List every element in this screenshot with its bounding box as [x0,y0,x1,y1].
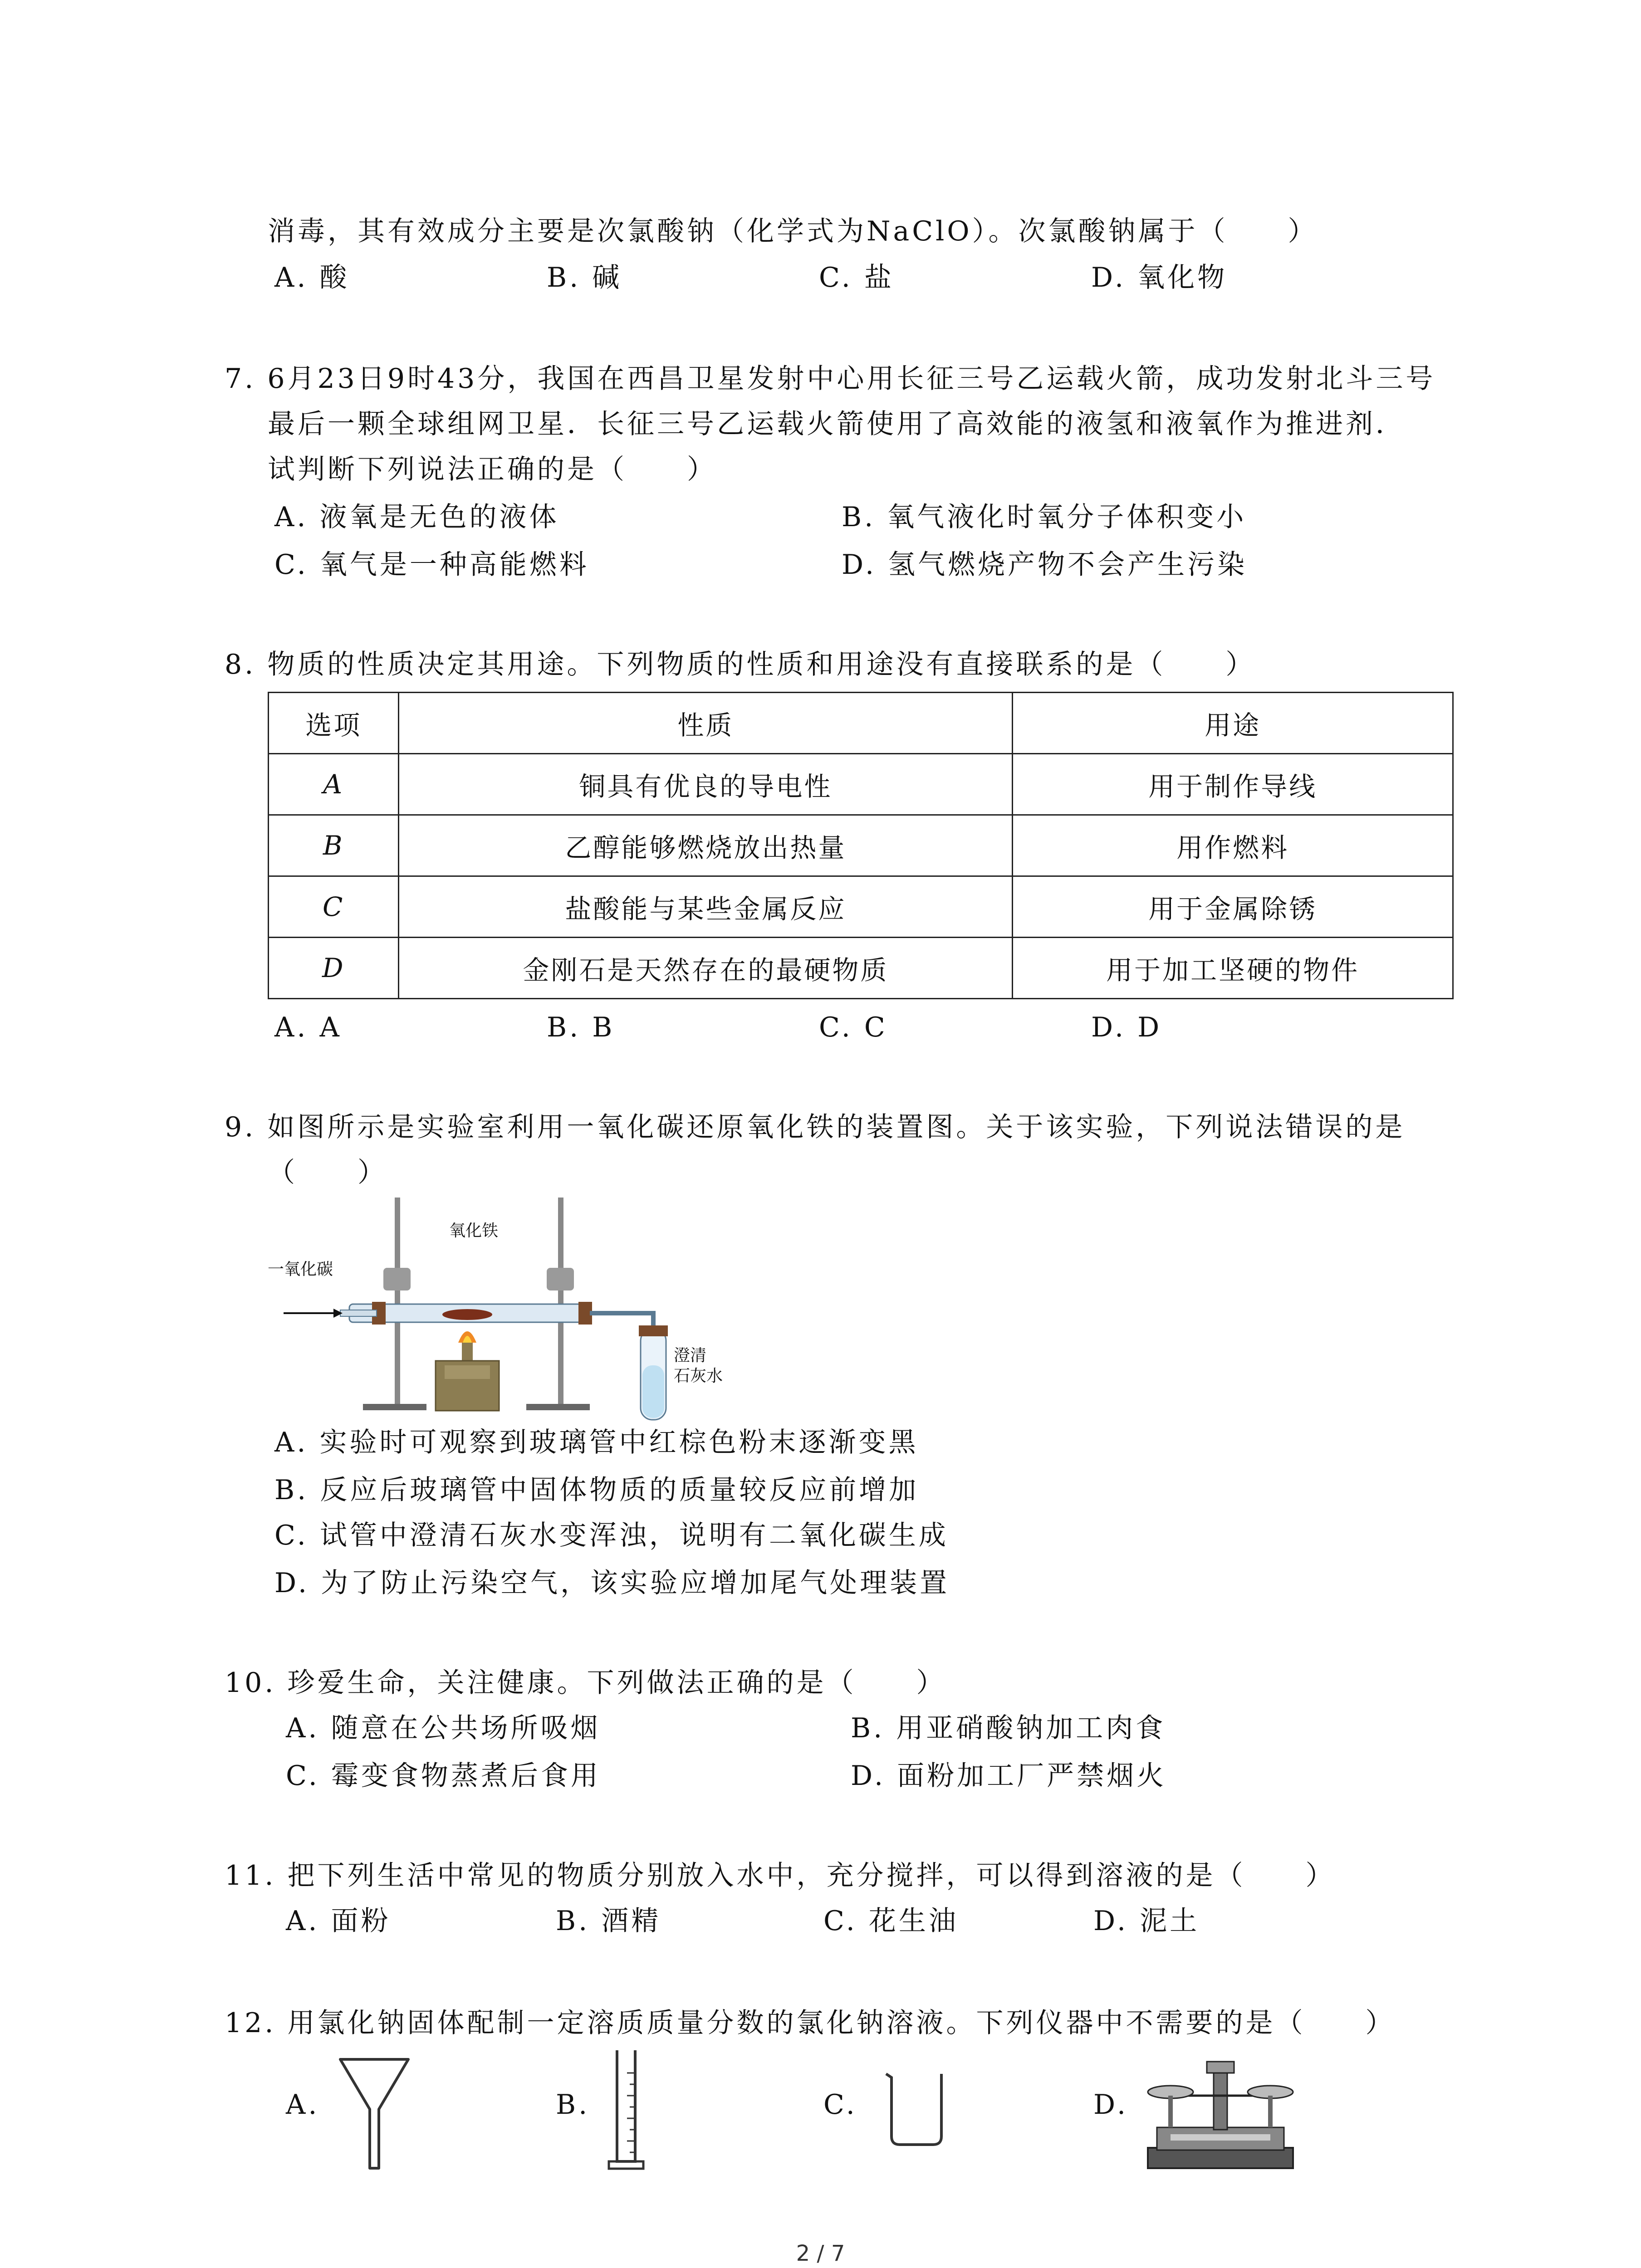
q7-line-1: 7. 6月23日9时43分，我国在西昌卫星发射中心用长征三号乙运载火箭，成功发射北斗三号 [225,363,1436,395]
table-cell: A [269,754,399,815]
q7-option-d: D. 氢气燃烧产物不会产生污染 [842,549,1248,581]
table-row [269,815,1453,876]
q8-table [268,692,1454,999]
balance-scale-icon [1143,2050,1298,2173]
q12-option-d: D. [1093,2089,1129,2121]
table-cell: 用于加工坚硬的物件 [1013,938,1453,999]
q8-option-d: D. D [1091,1012,1162,1043]
q8-option-b: B. B [547,1012,615,1043]
table-cell: 铜具有优良的导电性 [399,754,1013,815]
table-row [269,754,1453,815]
q12-stem: 12. 用氯化钠固体配制一定溶质质量分数的氯化钠溶液。下列仪器中不需要的是（ ） [225,2007,1396,2039]
table-header-cell: 选项 [269,693,399,754]
label-co: 一氧化碳 [268,1260,333,1279]
funnel-icon [336,2055,413,2173]
label-limewater-2: 石灰水 [674,1367,723,1385]
table-cell: C [269,876,399,938]
label-limewater-1: 澄清 [674,1346,707,1365]
q11-option-c: C. 花生油 [823,1905,959,1937]
table-header-cell: 性质 [399,693,1013,754]
q11-option-d: D. 泥土 [1093,1905,1200,1937]
q9-option-b: B. 反应后玻璃管中固体物质的质量较反应前增加 [274,1474,919,1506]
table-cell: 用于制作导线 [1013,754,1453,815]
q6-stem: 消毒，其有效成分主要是次氯酸钠（化学式为NaClO）。次氯酸钠属于（ ） [268,215,1318,247]
table-cell: D [269,938,399,999]
q9-option-a: A. 实验时可观察到玻璃管中红棕色粉末逐渐变黑 [274,1427,919,1458]
q6-option-d: D. 氧化物 [1091,262,1228,293]
q7-option-b: B. 氧气液化时氧分子体积变小 [842,501,1247,533]
q9-option-d: D. 为了防止污染空气，该实验应增加尾气处理装置 [274,1567,950,1599]
q7-option-c: C. 氧气是一种高能燃料 [274,549,589,581]
table-cell: 盐酸能与某些金属反应 [399,876,1013,938]
label-fe2o3: 氧化铁 [449,1222,499,1240]
q11-option-b: B. 酒精 [556,1905,661,1937]
table-row [269,876,1453,938]
q10-option-a: A. 随意在公共场所吸烟 [286,1712,601,1744]
q10-option-d: D. 面粉加工厂严禁烟火 [851,1760,1167,1792]
q6-option-a: A. 酸 [274,262,350,293]
table-header-cell: 用途 [1013,693,1453,754]
q8-option-a: A. A [274,1012,342,1043]
q9-stem: 9. 如图所示是实验室利用一氧化碳还原氧化铁的装置图。关于该实验，下列说法错误的是 [225,1111,1406,1143]
q10-option-b: B. 用亚硝酸钠加工肉食 [851,1712,1166,1744]
table-row [269,938,1453,999]
table-cell: 用作燃料 [1013,815,1453,876]
q12-option-b: B. [556,2089,590,2121]
table-cell: B [269,815,399,876]
q7-line-3: 试判断下列说法正确的是（ ） [268,454,717,485]
table-cell: 金刚石是天然存在的最硬物质 [399,938,1013,999]
co-reduction-apparatus-figure [259,1193,780,1429]
table-cell: 乙醇能够燃烧放出热量 [399,815,1013,876]
q7-option-a: A. 液氧是无色的液体 [274,501,559,533]
table-header-row [269,693,1453,754]
q9-paren: （ ） [268,1157,387,1188]
q10-stem: 10. 珍爱生命，关注健康。下列做法正确的是（ ） [225,1667,946,1699]
q10-option-c: C. 霉变食物蒸煮后食用 [286,1760,601,1792]
q6-option-b: B. 碱 [547,262,622,293]
q6-option-c: C. 盐 [819,262,894,293]
page-number: 2 / 7 [796,2241,845,2266]
q8-option-c: C. C [819,1012,888,1043]
q11-option-a: A. 面粉 [286,1905,391,1937]
q11-stem: 11. 把下列生活中常见的物质分别放入水中，充分搅拌，可以得到溶液的是（ ） [225,1860,1336,1892]
q8-stem: 8. 物质的性质决定其用途。下列物质的性质和用途没有直接联系的是（ ） [225,649,1256,680]
beaker-icon [882,2068,950,2150]
q7-line-2: 最后一颗全球组网卫星．长征三号乙运载火箭使用了高效能的液氢和液氧作为推进剂． [268,408,1406,440]
graduated-cylinder-icon [603,2046,649,2175]
q9-option-c: C. 试管中澄清石灰水变浑浊，说明有二氧化碳生成 [274,1520,949,1551]
table-cell: 用于金属除锈 [1013,876,1453,938]
q12-option-a: A. [286,2089,320,2121]
q12-option-c: C. [823,2089,857,2121]
